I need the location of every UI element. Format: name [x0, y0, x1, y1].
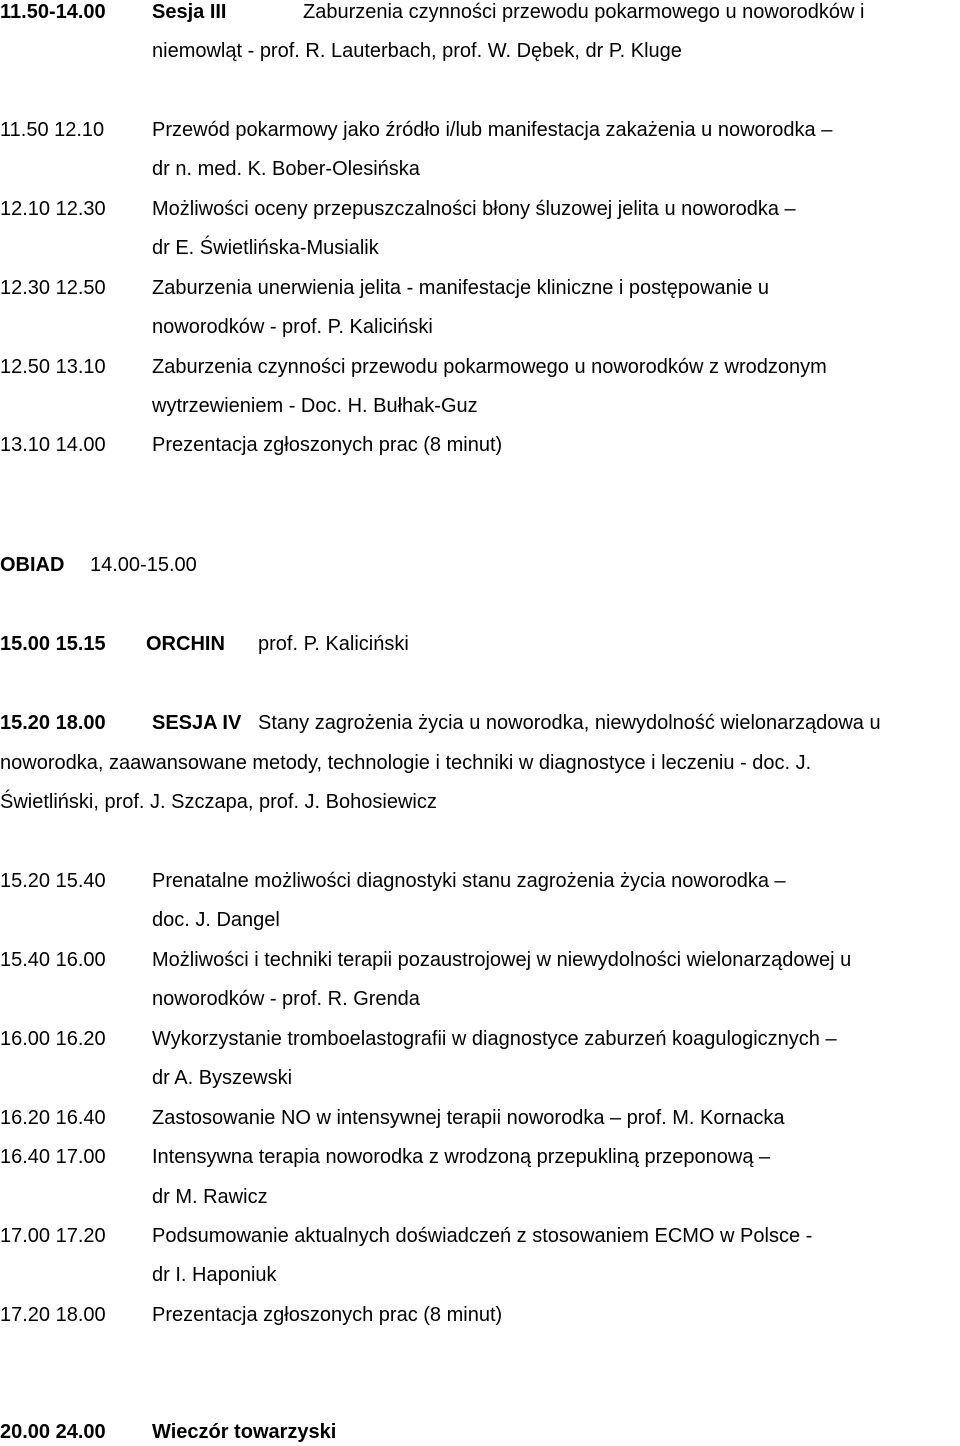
talk-speaker: noworodków - prof. R. Grenda	[152, 988, 420, 1010]
talk-time: 12.50 13.10	[0, 356, 106, 378]
talk-time: 12.30 12.50	[0, 277, 106, 299]
talk-title: Intensywna terapia noworodka z wrodzoną przepukliną przeponową –	[152, 1146, 771, 1168]
dinner-label: Wieczór towarzyski	[152, 1421, 337, 1443]
talk-title: Zaburzenia czynności przewodu pokarmowego u noworodków z wrodzonym	[152, 356, 827, 378]
talk-time: 13.10 14.00	[0, 434, 106, 456]
talk-speaker: noworodków - prof. P. Kaliciński	[152, 316, 433, 338]
talk-time: 15.40 16.00	[0, 949, 106, 971]
talk-speaker: wytrzewieniem - Doc. H. Bułhak-Guz	[152, 395, 478, 417]
orchin-speaker: prof. P. Kaliciński	[258, 633, 409, 655]
talk-title: Prezentacja zgłoszonych prac (8 minut)	[152, 434, 503, 456]
talk-time: 12.10 12.30	[0, 198, 106, 220]
session3-label: Sesja III	[152, 1, 227, 23]
session4-title-line3: Świetliński, prof. J. Szczapa, prof. J. Bohosiewicz	[0, 791, 437, 813]
talk-time: 15.20 15.40	[0, 870, 106, 892]
talk-time: 16.20 16.40	[0, 1107, 106, 1129]
lunch-label: OBIAD	[0, 554, 65, 576]
orchin-time: 15.00 15.15	[0, 633, 106, 655]
talk-title: Prenatalne możliwości diagnostyki stanu zagrożenia życia noworodka –	[152, 870, 786, 892]
talk-time: 11.50 12.10	[0, 119, 105, 141]
orchin-label: ORCHIN	[146, 633, 225, 655]
talk-speaker: dr I. Haponiuk	[152, 1264, 277, 1286]
dinner-time: 20.00 24.00	[0, 1421, 106, 1443]
lunch-time: 14.00-15.00	[90, 554, 197, 576]
talk-speaker: dr E. Świetlińska-Musialik	[152, 237, 379, 259]
talk-title: Wykorzystanie tromboelastografii w diagnostyce zaburzeń koagulogicznych –	[152, 1028, 837, 1050]
talk-time: 17.20 18.00	[0, 1304, 106, 1326]
talk-time: 16.00 16.20	[0, 1028, 106, 1050]
talk-title: Podsumowanie aktualnych doświadczeń z stosowaniem ECMO w Polsce -	[152, 1225, 813, 1247]
session3-title-line2: niemowląt - prof. R. Lauterbach, prof. W. Dębek, dr P. Kluge	[152, 40, 682, 62]
talk-title: Zaburzenia unerwienia jelita - manifestacje kliniczne i postępowanie u	[152, 277, 770, 299]
session3-time: 11.50-14.00	[0, 1, 106, 23]
talk-time: 17.00 17.20	[0, 1225, 106, 1247]
talk-title: Przewód pokarmowy jako źródło i/lub manifestacja zakażenia u noworodka –	[152, 119, 833, 141]
session4-title-line1: Stany zagrożenia życia u noworodka, niewydolność wielonarządowa u	[258, 712, 881, 734]
talk-title: Prezentacja zgłoszonych prac (8 minut)	[152, 1304, 503, 1326]
talk-speaker: dr A. Byszewski	[152, 1067, 293, 1089]
talk-time: 16.40 17.00	[0, 1146, 106, 1168]
session4-time: 15.20 18.00	[0, 712, 106, 734]
talk-speaker: dr n. med. K. Bober-Olesińska	[152, 158, 420, 180]
talk-title: Możliwości oceny przepuszczalności błony śluzowej jelita u noworodka –	[152, 198, 796, 220]
talk-title: Zastosowanie NO w intensywnej terapii noworodka – prof. M. Kornacka	[152, 1107, 785, 1129]
talk-speaker: dr M. Rawicz	[152, 1186, 268, 1208]
session4-label: SESJA IV	[152, 712, 242, 734]
session4-title-line2: noworodka, zaawansowane metody, technologie i techniki w diagnostyce i leczeniu - doc. J.	[0, 752, 812, 774]
session3-title-line1: Zaburzenia czynności przewodu pokarmowego u noworodków i	[303, 1, 865, 23]
talk-speaker: doc. J. Dangel	[152, 909, 280, 931]
talk-title: Możliwości i techniki terapii pozaustrojowej w niewydolności wielonarządowej u	[152, 949, 852, 971]
